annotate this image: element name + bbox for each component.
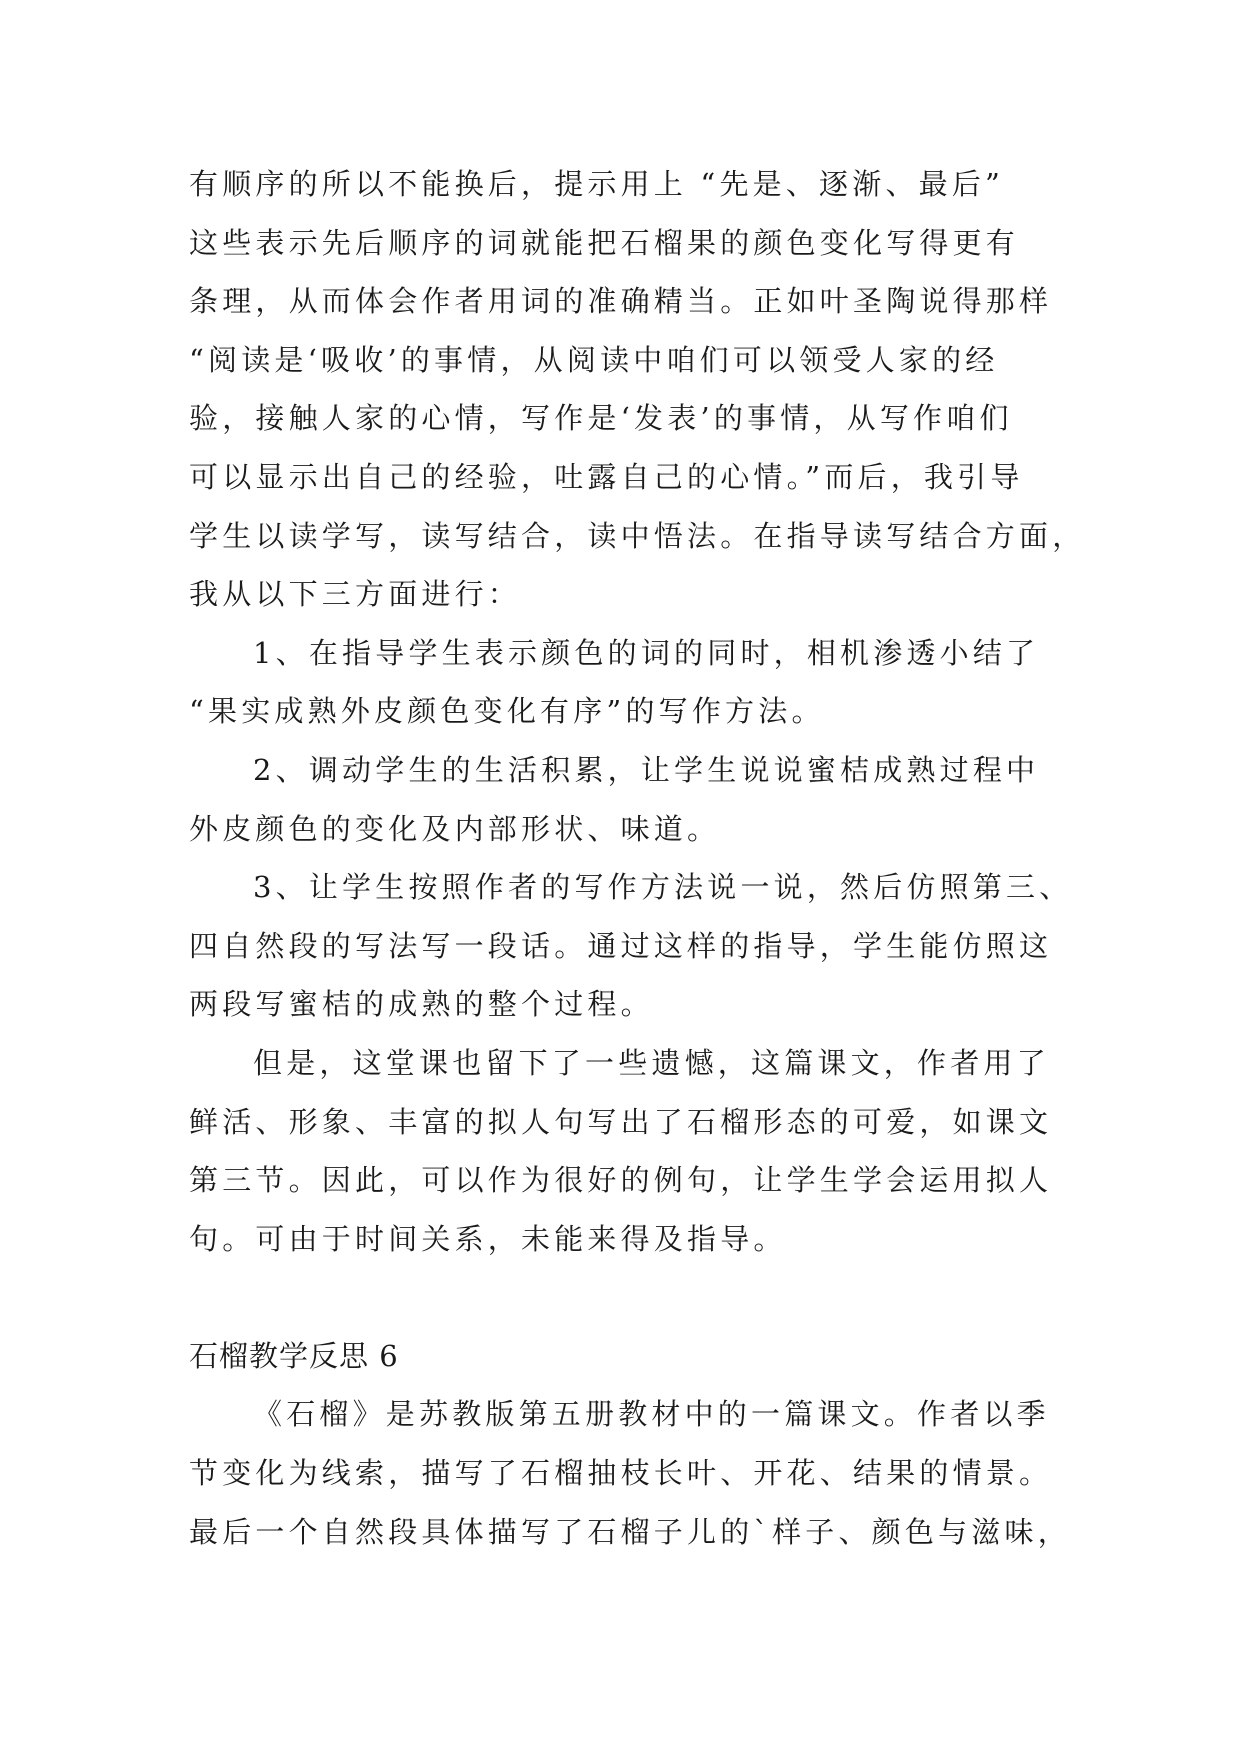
paragraph-section-body [189, 1385, 1071, 1561]
document-body [189, 155, 1086, 1561]
list-item-3 [189, 858, 1073, 1034]
text-line: 外皮颜色的变化及内部形状、味道。 [189, 811, 721, 846]
text-line: “阅读是‘吸收’的事情，从阅读中咱们可以领受人家的经 [189, 342, 999, 377]
text-line: 句。可由于时间关系，未能来得及指导。 [189, 1221, 787, 1256]
text-line: 有顺序的所以不能换后，提示用上 “先是、逐渐、最后” [189, 167, 1005, 201]
paragraph-continuation [189, 155, 1086, 624]
text-line: 但是，这堂课也留下了一些遗憾，这篇课文，作者用了 [253, 1045, 1050, 1080]
text-line: 两段写蜜桔的成熟的整个过程。 [189, 987, 654, 1022]
text-line: 这些表示先后顺序的词就能把石榴果的颜色变化写得更有 [189, 225, 1020, 260]
section-gap [189, 1268, 1049, 1327]
text-line: 3、让学生按照作者的写作方法说一说，然后仿照第三、 [253, 870, 1073, 905]
text-line: 最后一个自然段具体描写了石榴子儿的`样子、颜色与滋味， [189, 1514, 1071, 1549]
section-title: 石榴教学反思 6 [189, 1338, 399, 1373]
text-line: 我从以下三方面进行： [189, 577, 522, 612]
text-line: 四自然段的写法写一段话。通过这样的指导，学生能仿照这 [189, 928, 1053, 963]
text-line: “果实成熟外皮颜色变化有序”的写作方法。 [189, 694, 825, 729]
list-item-2 [189, 741, 1049, 858]
text-line: 学生以读学写，读写结合，读中悟法。在指导读写结合方面， [189, 518, 1086, 553]
text-line: 验，接触人家的心情，写作是‘发表’的事情，从写作咱们 [189, 401, 1013, 436]
text-line: 节变化为线索，描写了石榴抽枝长叶、开花、结果的情景。 [189, 1456, 1053, 1491]
text-line: 条理，从而体会作者用词的准确精当。正如叶圣陶说得那样 [189, 284, 1053, 319]
text-line: 《石榴》是苏教版第五册教材中的一篇课文。作者以季 [253, 1397, 1050, 1432]
list-item-1 [189, 624, 1049, 741]
text-line: 1、在指导学生表示颜色的词的同时，相机渗透小结了 [253, 635, 1040, 670]
text-line: 第三节。因此，可以作为很好的例句，让学生学会运用拟人 [189, 1163, 1053, 1198]
text-line: 鲜活、形象、丰富的拟人句写出了石榴形态的可爱，如课文 [189, 1104, 1053, 1139]
text-line: 可以显示出自己的经验，吐露自己的心情。”而后，我引导 [189, 459, 1024, 494]
text-line: 2、调动学生的生活积累，让学生说说蜜桔成熟过程中 [253, 752, 1040, 787]
paragraph-closing [189, 1034, 1053, 1268]
